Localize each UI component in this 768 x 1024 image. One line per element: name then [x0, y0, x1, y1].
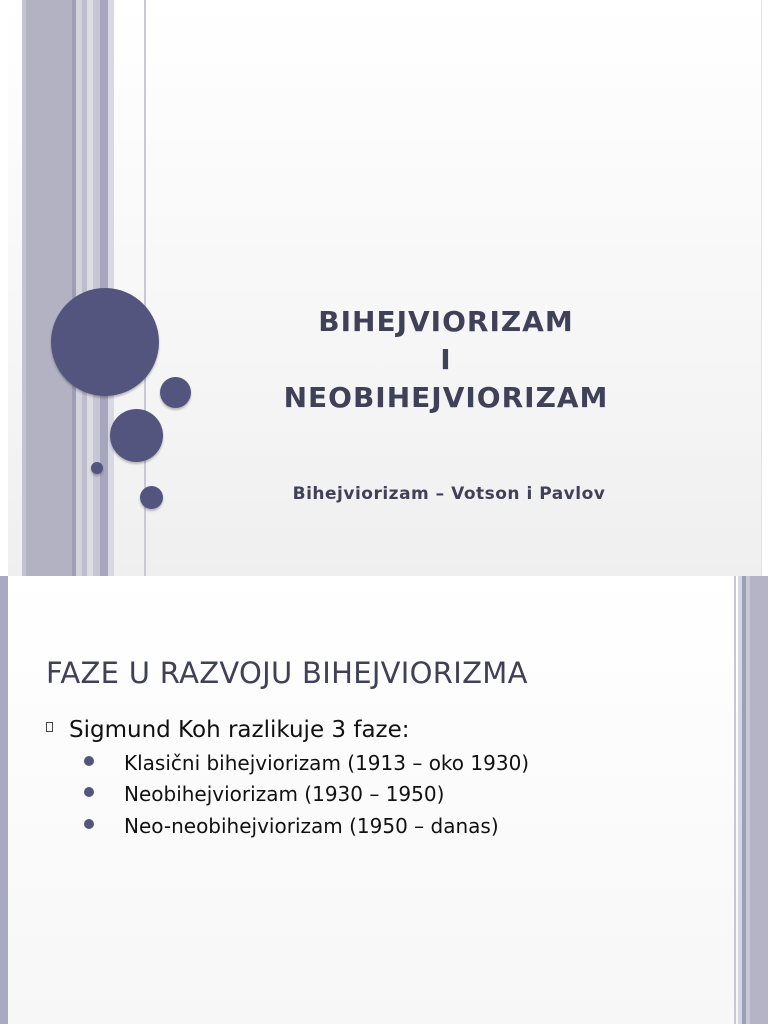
decor-circle-tiny: [91, 462, 103, 474]
bullet-text: Sigmund Koh razlikuje 3 faze:: [69, 717, 410, 743]
list-item: [46, 810, 529, 842]
decor-stripe: [734, 576, 736, 1024]
decor-circle-small: [140, 486, 163, 509]
decor-circle-small: [160, 377, 191, 408]
sub-bullet-text: Klasični bihejviorizam (1913 – oko 1930): [124, 750, 530, 775]
slide-edge: [0, 0, 8, 576]
decor-stripe: [26, 0, 72, 576]
decor-circle-medium: [110, 409, 163, 462]
title-line: I: [440, 343, 452, 376]
slide-title: [260, 303, 632, 417]
slide-title: FAZE U RAZVOJU BIHEJVIORIZMA: [46, 656, 528, 690]
title-line: NEOBIHEJVIORIZAM: [283, 381, 609, 414]
title-line: BIHEJVIORIZAM: [318, 305, 574, 338]
decor-circle-large: [51, 288, 159, 396]
dot-bullet-icon: [84, 819, 94, 829]
sub-bullet-text: Neobihejviorizam (1930 – 1950): [124, 782, 445, 807]
decor-stripe: [750, 576, 768, 1024]
content-slide: [0, 576, 768, 1024]
list-item: [46, 779, 529, 811]
square-bullet-icon: [46, 722, 53, 732]
sub-list-container: [46, 747, 529, 842]
bullet-list: [46, 713, 529, 842]
sub-bullet-list: [46, 747, 529, 842]
slide-edge: [761, 0, 768, 576]
list-item: [46, 747, 529, 779]
dot-bullet-icon: [84, 756, 94, 766]
dot-bullet-icon: [84, 787, 94, 797]
slide-subtitle: Bihejviorizam – Votson i Pavlov: [292, 484, 606, 504]
sub-bullet-text: Neo-neobihejviorizam (1950 – danas): [124, 813, 499, 838]
list-item: [46, 713, 529, 747]
decor-stripe: [0, 576, 8, 1024]
